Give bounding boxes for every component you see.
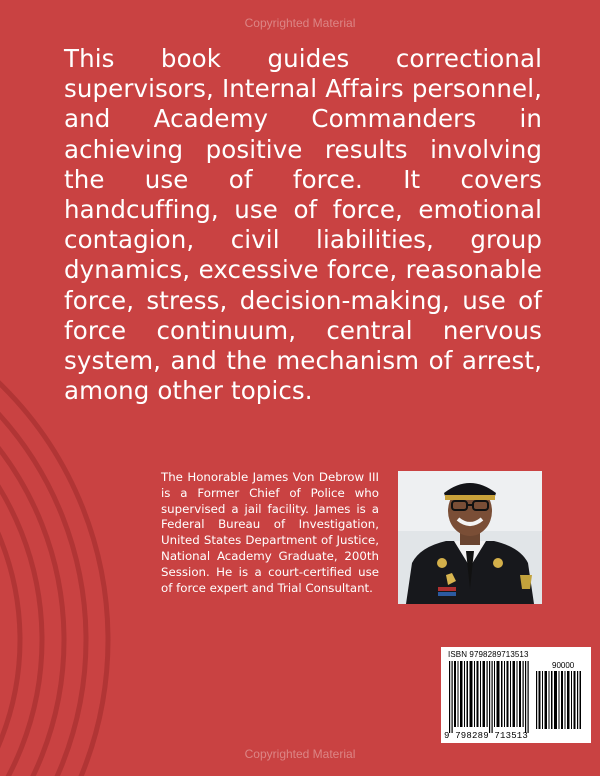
isbn-digits: 9 798289 713513 — [444, 731, 529, 741]
isbn-barcode — [441, 647, 591, 743]
author-bio: The Honorable James Von Debrow III is a Former Chief of Police who supervised a jail facility. James is a Federal Bureau of Investigation, United States Department of Justice, National Academy Graduate, 200th Session. He is a court-certified use of force expert and Trial Consultant. — [161, 470, 379, 595]
barcode-bars — [441, 647, 591, 743]
author-photo — [398, 471, 542, 604]
price-code: 90000 — [552, 661, 575, 670]
copyright-watermark-top: Copyrighted Material — [244, 16, 356, 30]
book-description: This book guides correctional supervisors, Internal Affairs personnel, and Academy Commanders in achieving positive results involving the use of force. It covers handcuffing, use of force, emotional contagion, civil liabilities, group dynamics, excessive force, reasonable force, stress, decision-making, use of force continuum, central nervous system, and the mechanism of arrest, among other topics. — [64, 44, 542, 406]
isbn-label: ISBN 9798289713513 — [448, 650, 529, 659]
copyright-watermark-bottom: Copyrighted Material — [244, 747, 356, 761]
